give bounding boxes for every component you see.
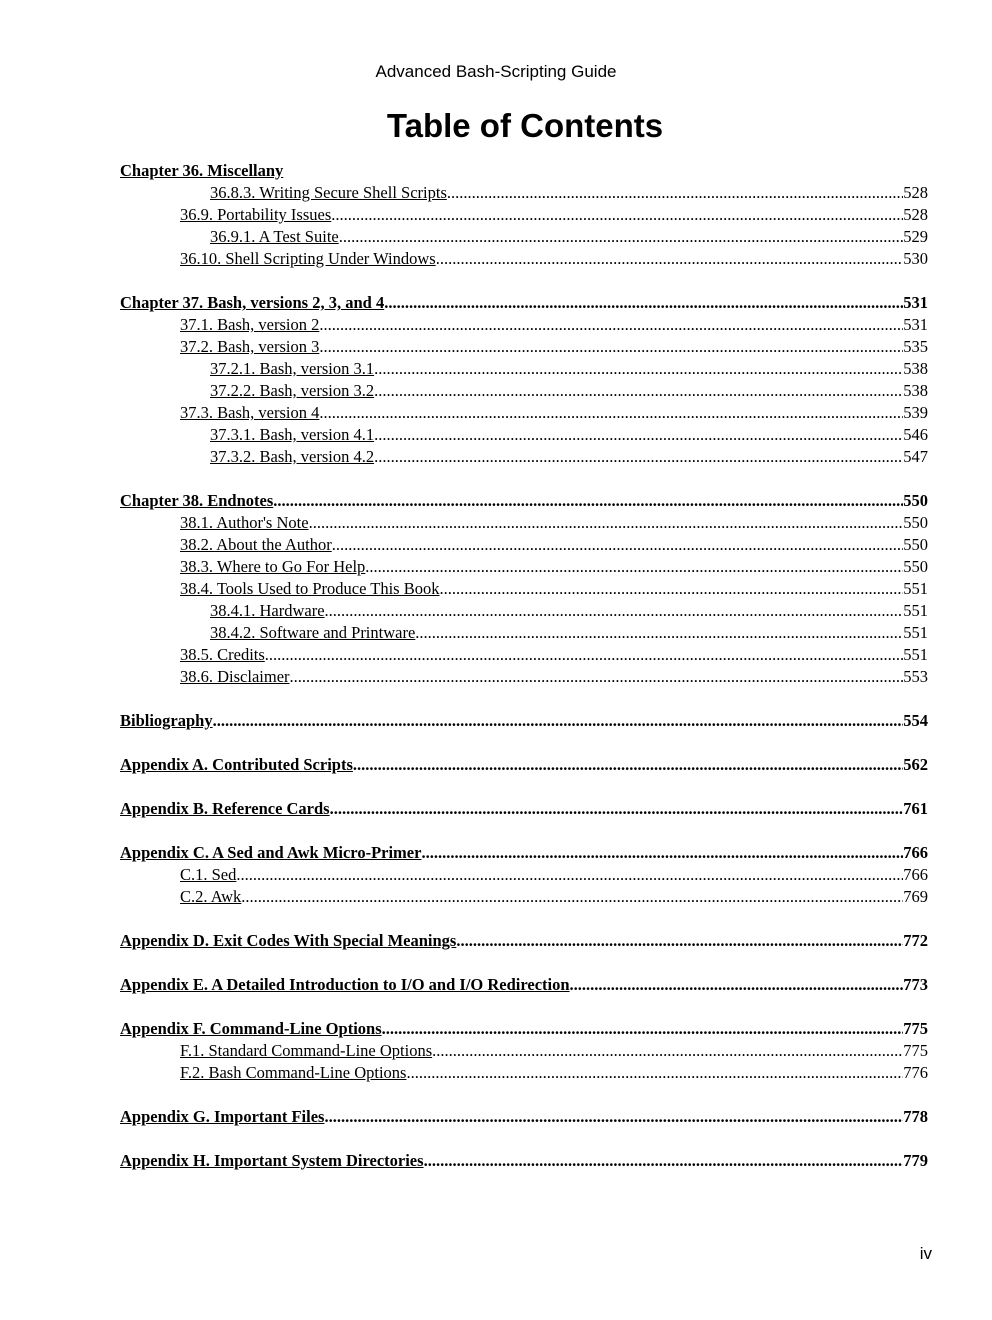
dot-leader (273, 490, 903, 512)
dot-leader (447, 182, 903, 204)
toc-entry-link[interactable]: 38.6. Disclaimer (180, 667, 290, 686)
toc-entry-link[interactable]: Appendix D. Exit Codes With Special Meanings (120, 931, 457, 950)
dot-leader (424, 1150, 904, 1172)
toc-chapter-entry (120, 1018, 928, 1040)
toc-page-number: 531 (903, 293, 928, 312)
toc-chapter-entry (120, 490, 928, 512)
toc-section-entry (120, 578, 928, 600)
toc-section-entry (120, 1040, 928, 1062)
toc-entry-link[interactable]: 38.2. About the Author (180, 535, 332, 554)
toc-page-number: 546 (903, 425, 928, 444)
table-of-contents (120, 160, 928, 1172)
toc-entry-link[interactable]: F.1. Standard Command-Line Options (180, 1041, 433, 1060)
dot-leader (382, 1018, 904, 1040)
dot-leader (432, 1040, 903, 1062)
dot-leader (332, 534, 904, 556)
toc-chapter-entry (120, 160, 928, 182)
toc-section-entry (120, 336, 928, 358)
toc-entry-link[interactable]: 38.1. Author's Note (180, 513, 309, 532)
toc-entry-link[interactable]: 37.2.2. Bash, version 3.2 (210, 381, 375, 400)
toc-page-number: 550 (903, 513, 928, 532)
toc-entry-link[interactable]: C.2. Awk (180, 887, 242, 906)
dot-leader (241, 886, 903, 908)
toc-entry-link[interactable]: 37.2. Bash, version 3 (180, 337, 320, 356)
toc-entry-link[interactable]: Appendix G. Important Files (120, 1107, 325, 1126)
toc-chapter-entry (120, 974, 928, 996)
toc-page-number: 779 (903, 1151, 928, 1170)
dot-leader (339, 226, 904, 248)
toc-chapter-entry (120, 842, 928, 864)
toc-chapter-entry (120, 798, 928, 820)
dot-leader (406, 1062, 903, 1084)
toc-page-number: 529 (903, 227, 928, 246)
toc-entry-link[interactable]: 38.3. Where to Go For Help (180, 557, 366, 576)
dot-leader (440, 578, 904, 600)
toc-page-number: 550 (903, 557, 928, 576)
toc-page-number: 551 (903, 645, 928, 664)
dot-leader (436, 248, 904, 270)
toc-section-entry (120, 512, 928, 534)
dot-leader (374, 380, 903, 402)
toc-page-number: 538 (903, 381, 928, 400)
toc-page-number: 539 (903, 403, 928, 422)
dot-leader (319, 402, 903, 424)
dot-leader (365, 556, 903, 578)
toc-section-entry (120, 666, 928, 688)
toc-entry-link[interactable]: 38.4.1. Hardware (210, 601, 325, 620)
dot-leader (374, 446, 903, 468)
dot-leader (415, 622, 903, 644)
toc-section-entry (120, 556, 928, 578)
toc-page-number: 550 (903, 535, 928, 554)
dot-leader (265, 644, 903, 666)
dot-leader (290, 666, 904, 688)
toc-entry-link[interactable]: 36.10. Shell Scripting Under Windows (180, 249, 436, 268)
toc-entry-link[interactable]: 36.8.3. Writing Secure Shell Scripts (210, 183, 447, 202)
toc-page-number: 550 (903, 491, 928, 510)
dot-leader (374, 424, 903, 446)
toc-chapter-entry (120, 1150, 928, 1172)
toc-entry-link[interactable]: Bibliography (120, 711, 213, 730)
toc-page-number: 554 (903, 711, 928, 730)
toc-section-entry (120, 248, 928, 270)
toc-page-number: 775 (903, 1019, 928, 1038)
toc-chapter-entry (120, 710, 928, 732)
toc-chapter-entry (120, 930, 928, 952)
toc-entry-link[interactable]: Appendix C. A Sed and Awk Micro-Primer (120, 843, 422, 862)
toc-page-number: 769 (903, 887, 928, 906)
toc-page-number: 775 (903, 1041, 928, 1060)
page-number: iv (919, 1244, 932, 1263)
dot-leader (570, 974, 904, 996)
dot-leader (374, 358, 903, 380)
toc-page-number: 531 (903, 315, 928, 334)
dot-leader (353, 754, 903, 776)
toc-entry-link[interactable]: 36.9.1. A Test Suite (210, 227, 339, 246)
toc-section-entry (120, 1062, 928, 1084)
toc-section-entry (120, 380, 928, 402)
toc-chapter-entry (120, 1106, 928, 1128)
dot-leader (331, 204, 903, 226)
toc-chapter-entry (120, 754, 928, 776)
toc-entry-link[interactable]: 37.3.1. Bash, version 4.1 (210, 425, 375, 444)
toc-entry-link[interactable]: 37.3.2. Bash, version 4.2 (210, 447, 375, 466)
toc-section-entry (120, 622, 928, 644)
toc-section-entry (120, 182, 928, 204)
dot-leader (384, 292, 903, 314)
toc-page-number: 551 (903, 623, 928, 642)
toc-page-number: 553 (903, 667, 928, 686)
toc-entry-link[interactable]: Appendix H. Important System Directories (120, 1151, 424, 1170)
toc-section-entry (120, 446, 928, 468)
toc-page-number: 562 (903, 755, 928, 774)
dot-leader (421, 842, 903, 864)
dot-leader (456, 930, 903, 952)
toc-entry-link[interactable]: 38.4. Tools Used to Produce This Book (180, 579, 440, 598)
toc-section-entry (120, 402, 928, 424)
toc-page-number: 547 (903, 447, 928, 466)
toc-entry-link[interactable]: Chapter 37. Bash, versions 2, 3, and 4 (120, 293, 385, 312)
toc-entry-link[interactable]: 37.1. Bash, version 2 (180, 315, 320, 334)
toc-page-number: 535 (903, 337, 928, 356)
toc-chapter-entry (120, 292, 928, 314)
toc-page-number: 530 (903, 249, 928, 268)
toc-section-entry (120, 534, 928, 556)
toc-page-number: 761 (903, 799, 928, 818)
toc-page-number: 538 (903, 359, 928, 378)
toc-entry-link[interactable]: Chapter 36. Miscellany (120, 161, 284, 180)
toc-page-number: 551 (903, 579, 928, 598)
toc-entry-link[interactable]: Chapter 38. Endnotes (120, 491, 274, 510)
toc-page-number: 766 (903, 865, 928, 884)
toc-section-entry (120, 314, 928, 336)
toc-page-number: 766 (903, 843, 928, 862)
toc-section-entry (120, 226, 928, 248)
toc-page-number: 772 (903, 931, 928, 950)
toc-page-number: 773 (903, 975, 928, 994)
toc-section-entry (120, 204, 928, 226)
dot-leader (319, 314, 903, 336)
toc-section-entry (120, 644, 928, 666)
toc-entry-link[interactable]: Appendix F. Command-Line Options (120, 1019, 382, 1038)
dot-leader (324, 1106, 903, 1128)
toc-entry-link[interactable]: C.1. Sed (180, 865, 237, 884)
toc-entry-link[interactable]: 38.4.2. Software and Printware (210, 623, 416, 642)
toc-page-number: 528 (903, 205, 928, 224)
toc-section-entry (120, 424, 928, 446)
dot-leader (325, 600, 904, 622)
toc-entry-link[interactable]: 37.3. Bash, version 4 (180, 403, 320, 422)
toc-section-entry (120, 864, 928, 886)
toc-page-number: 551 (903, 601, 928, 620)
toc-entry-link[interactable]: 36.9. Portability Issues (180, 205, 332, 224)
running-header: Advanced Bash-Scripting Guide (375, 62, 617, 81)
toc-page-number: 776 (903, 1063, 928, 1082)
toc-entry-link[interactable]: F.2. Bash Command-Line Options (180, 1063, 407, 1082)
dot-leader (319, 336, 903, 358)
dot-leader (330, 798, 904, 820)
toc-entry-link[interactable]: Appendix E. A Detailed Introduction to I/O and I/O Redirection (120, 975, 570, 994)
page-title: Table of Contents (386, 107, 664, 144)
toc-entry-link[interactable]: 38.5. Credits (180, 645, 265, 664)
toc-entry-link[interactable]: 37.2.1. Bash, version 3.1 (210, 359, 375, 378)
toc-entry-link[interactable]: Appendix B. Reference Cards (120, 799, 330, 818)
dot-leader (213, 710, 904, 732)
toc-section-entry (120, 358, 928, 380)
toc-page-number: 778 (903, 1107, 928, 1126)
toc-page-number: 528 (903, 183, 928, 202)
dot-leader (309, 512, 904, 534)
dot-leader (236, 864, 903, 886)
toc-section-entry (120, 600, 928, 622)
toc-section-entry (120, 886, 928, 908)
toc-entry-link[interactable]: Appendix A. Contributed Scripts (120, 755, 353, 774)
